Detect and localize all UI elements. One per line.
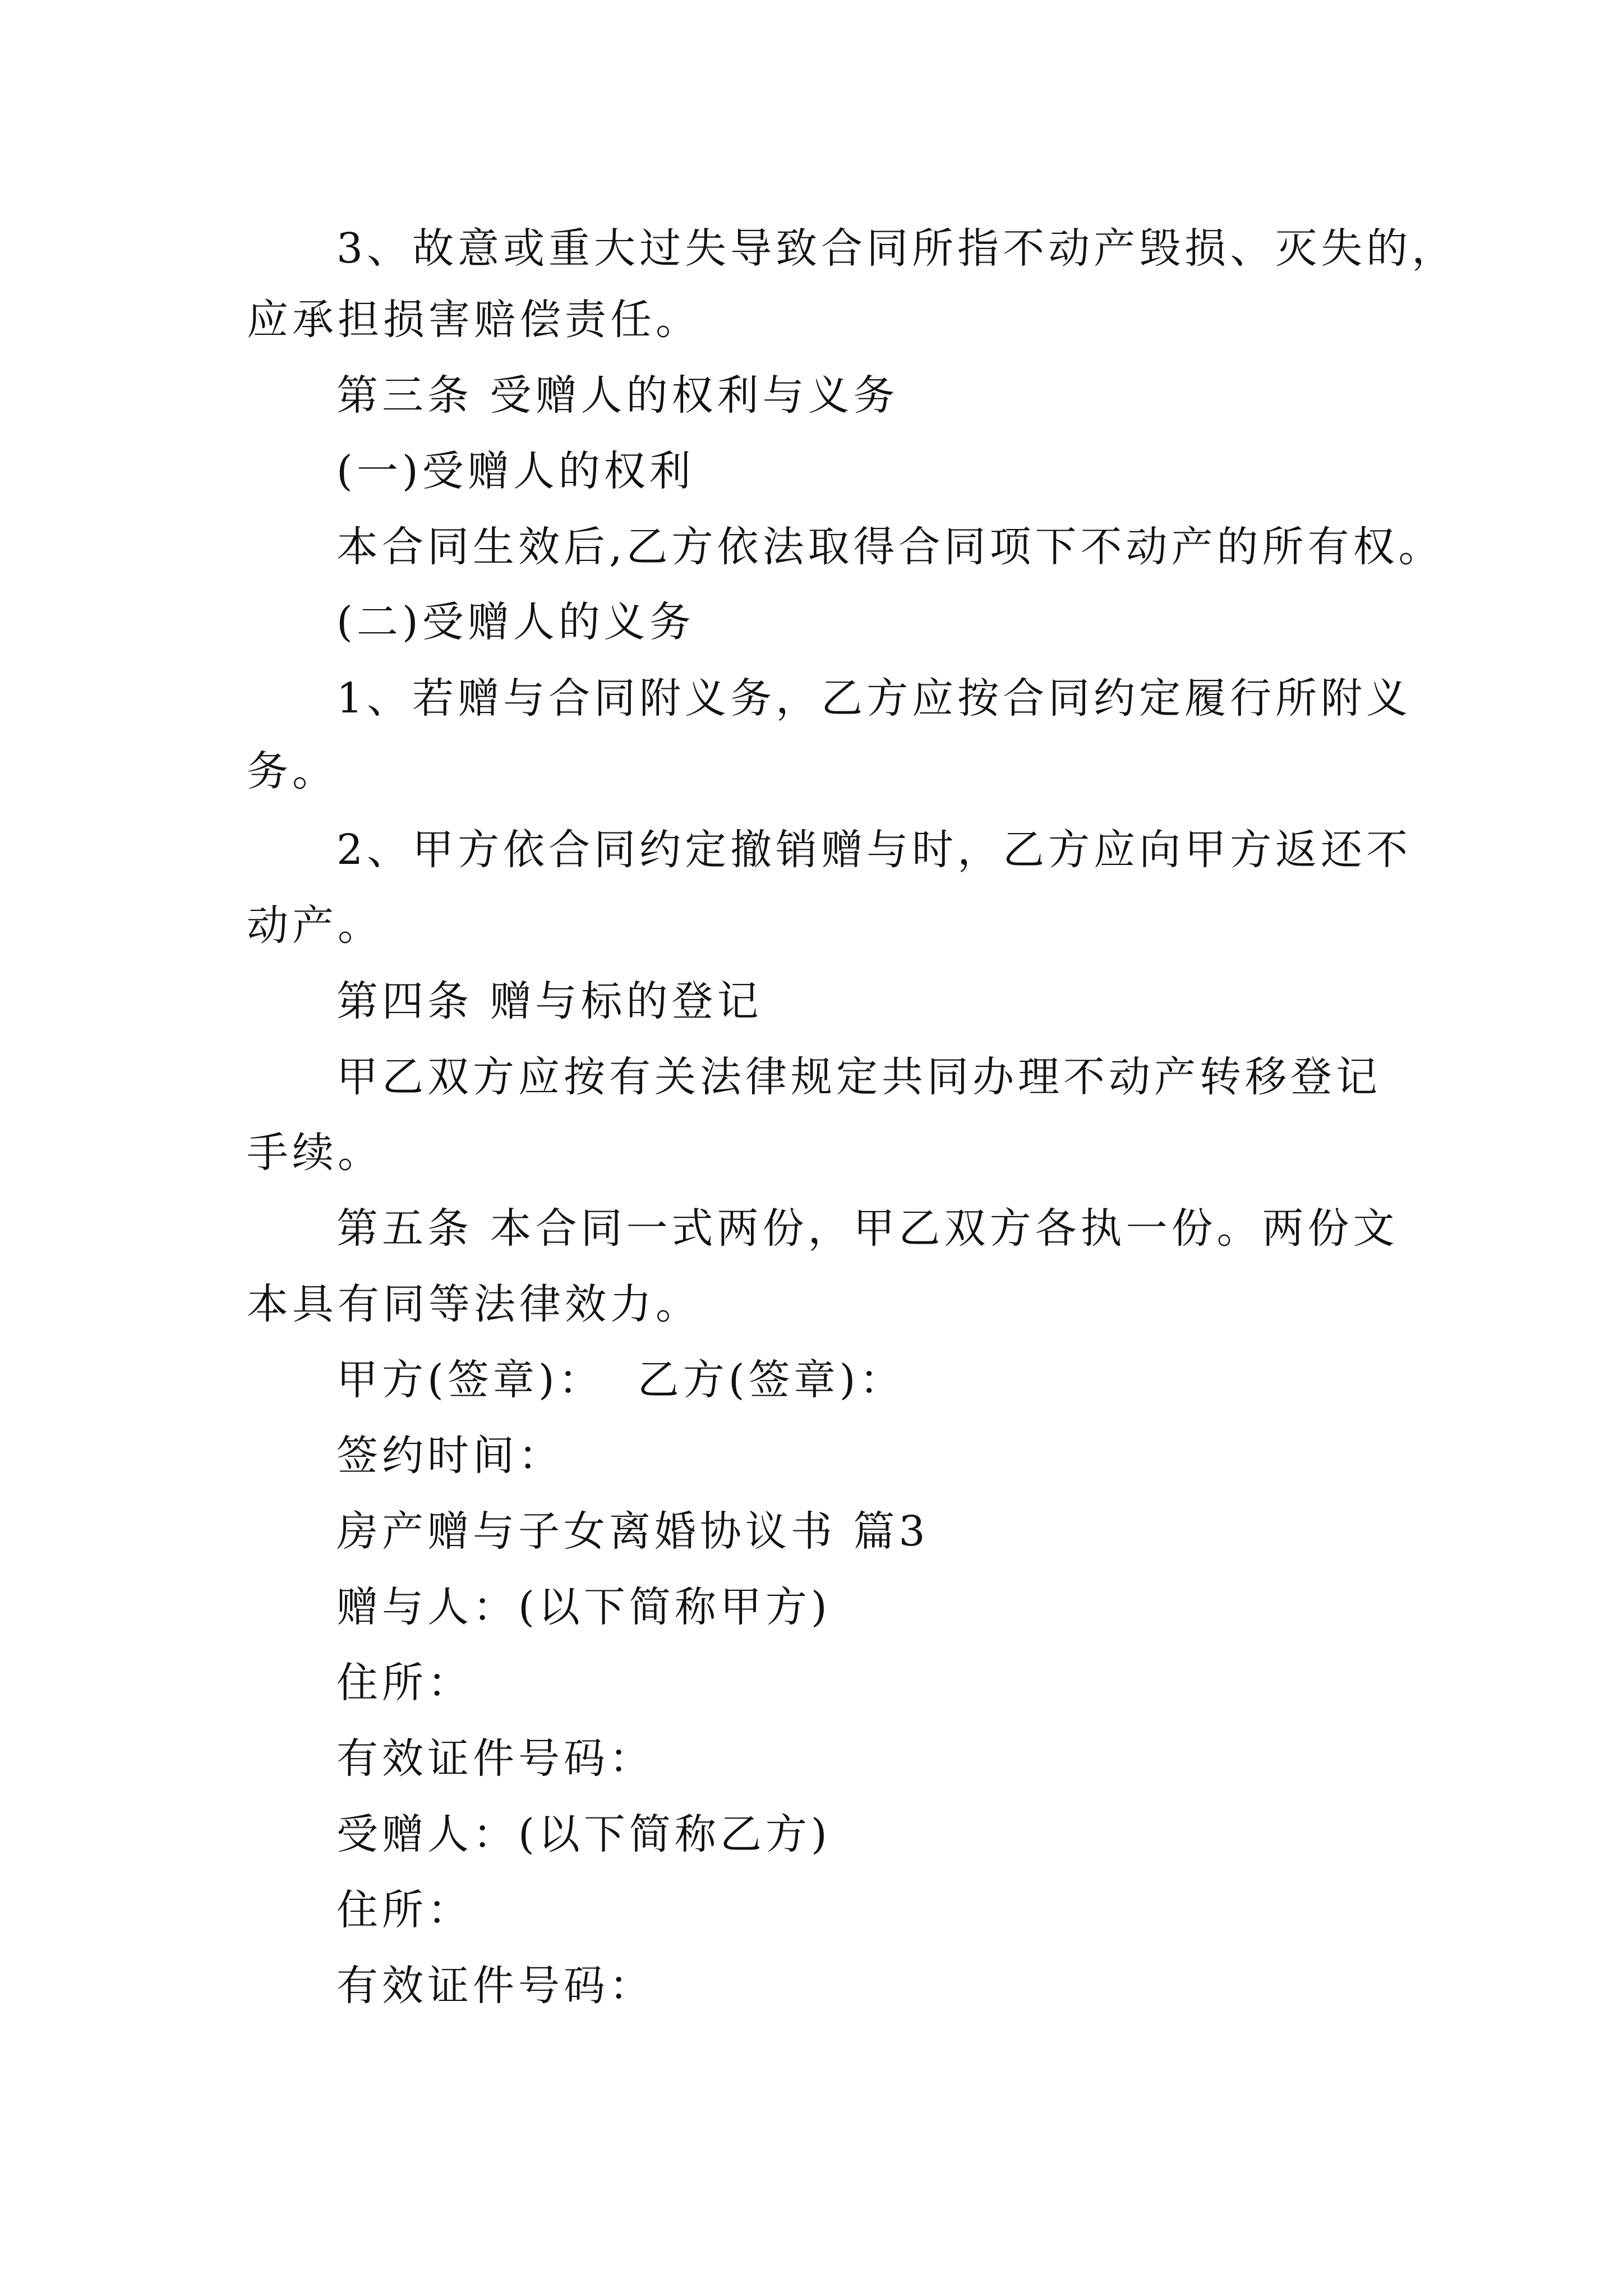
article-4-heading: 第四条 赠与标的登记	[336, 977, 763, 1025]
article-5-text-cont: 本具有同等法律效力。	[247, 1280, 701, 1328]
party-a-signature-label: 甲方(签章)：	[336, 1356, 604, 1404]
donor-id-label: 有效证件号码：	[336, 1734, 654, 1783]
signature-row	[336, 1352, 905, 1408]
party-b-signature-label: 乙方(签章)：	[637, 1356, 905, 1404]
article-4-text-cont: 手续。	[247, 1129, 383, 1177]
donee-id-label: 有效证件号码：	[336, 1962, 654, 2010]
donee-label: 受赠人：(以下简称乙方)	[336, 1810, 831, 1858]
section-2-heading: (二)受赠人的义务	[336, 598, 695, 646]
duty-1-text-cont: 务。	[247, 747, 338, 795]
agreement-3-title: 房产赠与子女离婚协议书 篇3	[336, 1507, 929, 1556]
signing-date-label: 签约时间：	[336, 1432, 564, 1480]
duty-2-text-cont: 动产。	[247, 901, 383, 950]
clause-3-text-cont: 应承担损害赔偿责任。	[247, 296, 701, 344]
duty-1-text: 1、若赠与合同附义务，乙方应按合同约定履行所附义	[336, 674, 1412, 723]
donee-address-label: 住所：	[336, 1886, 473, 1934]
clause-3-text: 3、故意或重大过失导致合同所指不动产毁损、灭失的，	[336, 224, 1458, 273]
donor-address-label: 住所：	[336, 1659, 473, 1707]
donor-label: 赠与人：(以下简称甲方)	[336, 1583, 831, 1631]
duty-2-text: 2、甲方依合同约定撤销赠与时，乙方应向甲方返还不	[336, 826, 1412, 874]
section-1-heading: (一)受赠人的权利	[336, 447, 695, 495]
article-4-text: 甲乙双方应按有关法律规定共同办理不动产转移登记	[336, 1053, 1381, 1101]
article-5-text: 第五条 本合同一式两份，甲乙双方各执一份。两份文	[336, 1204, 1399, 1253]
article-3-heading: 第三条 受赠人的权利与义务	[336, 371, 899, 420]
rights-paragraph: 本合同生效后,乙方依法取得合同项下不动产的所有权。	[336, 523, 1444, 571]
